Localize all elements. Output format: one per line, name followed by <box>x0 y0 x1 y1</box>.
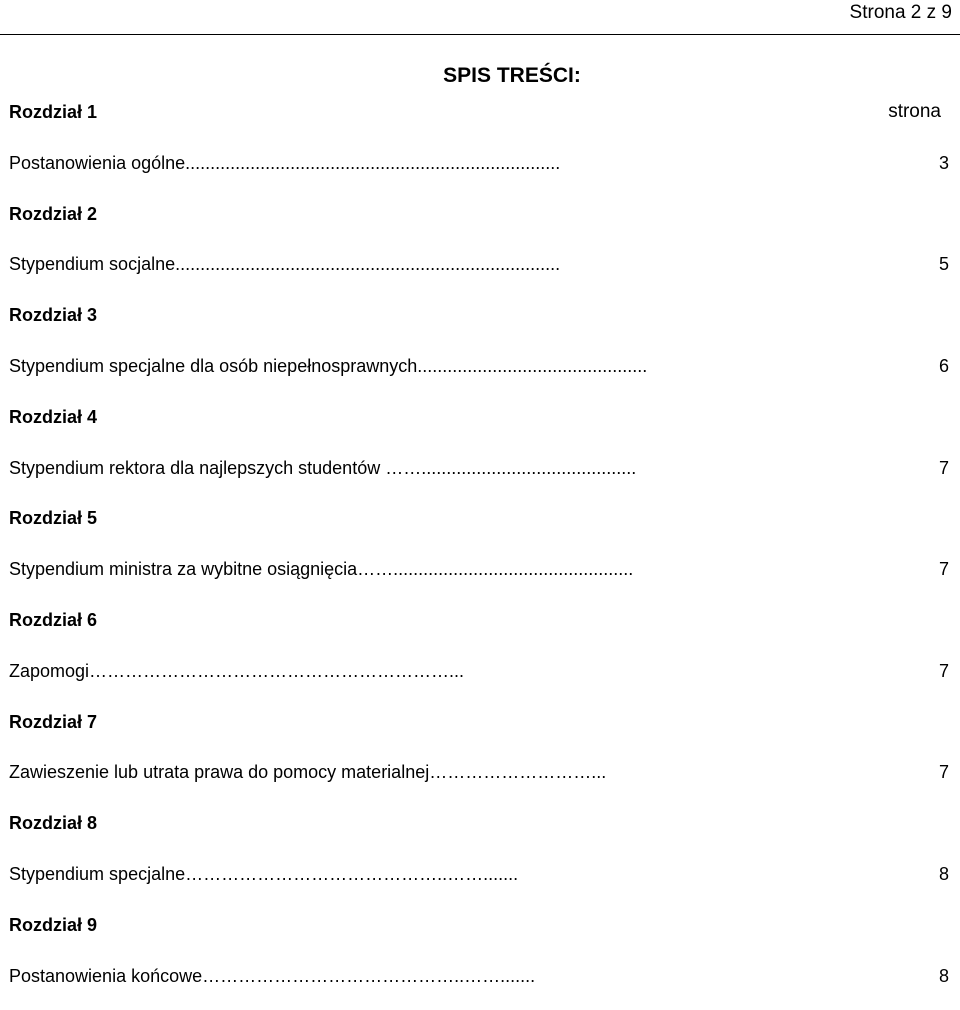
toc-entry-page: 8 <box>938 965 949 986</box>
table-of-contents <box>9 96 951 1010</box>
toc-entry-title: Zawieszenie lub utrata prawa do pomocy materialnej………………………... <box>9 762 607 783</box>
toc-entry-page: 5 <box>938 254 949 275</box>
chapter-heading: Rozdział 5 <box>9 508 98 529</box>
chapter-heading: Rozdział 7 <box>9 711 98 732</box>
page-number: Strona 2 z 9 <box>849 2 952 23</box>
toc-entry-4[interactable] <box>9 452 951 503</box>
chapter-row-4 <box>9 401 951 452</box>
chapter-row-2 <box>9 198 951 249</box>
toc-entry-title: Stypendium specjalne……………………………………..……....... <box>9 863 519 884</box>
toc-entry-page: 3 <box>938 152 949 173</box>
chapter-heading: Rozdział 4 <box>9 406 98 427</box>
toc-entry-title: Stypendium rektora dla najlepszych studentów ……........................................... <box>9 457 637 478</box>
chapter-row-3 <box>9 299 951 350</box>
chapter-row-8 <box>9 807 951 858</box>
toc-entry-page: 7 <box>938 762 949 783</box>
page-column-header: strona <box>888 101 941 122</box>
toc-entry-6[interactable] <box>9 655 951 706</box>
toc-entry-page: 8 <box>938 863 949 884</box>
toc-entry-title: Postanowienia ogólne........................................................................... <box>9 152 561 173</box>
chapter-heading: Rozdział 1 <box>9 102 98 122</box>
toc-entry-2[interactable] <box>9 248 951 299</box>
chapter-heading: Rozdział 6 <box>9 609 98 630</box>
toc-entry-page: 7 <box>938 660 949 681</box>
chapter-row-9 <box>9 909 951 960</box>
chapter-row-5 <box>9 502 951 553</box>
toc-entry-1[interactable] <box>9 147 951 198</box>
toc-entry-5[interactable] <box>9 553 951 604</box>
toc-entry-page: 7 <box>938 559 949 580</box>
chapter-heading: Rozdział 8 <box>9 813 98 834</box>
toc-entry-3[interactable] <box>9 350 951 401</box>
chapter-row-1 <box>9 96 951 147</box>
toc-entry-title: Stypendium specjalne dla osób niepełnosprawnych.............................................. <box>9 355 648 376</box>
chapter-row-6 <box>9 604 951 655</box>
toc-entry-page: 6 <box>938 355 949 376</box>
chapter-row-7 <box>9 706 951 757</box>
chapter-heading: Rozdział 9 <box>9 914 98 935</box>
chapter-heading: Rozdział 2 <box>9 203 98 224</box>
toc-entry-8[interactable] <box>9 858 951 909</box>
toc-title: SPIS TREŚCI: <box>443 64 581 87</box>
toc-entry-7[interactable] <box>9 756 951 807</box>
toc-entry-title: Postanowienia końcowe……………………………………..……....... <box>9 965 536 986</box>
toc-entry-title: Stypendium ministra za wybitne osiągnięcia……................................................ <box>9 559 634 580</box>
toc-entry-9[interactable] <box>9 960 951 1010</box>
page-header <box>0 0 960 35</box>
toc-entry-title: Zapomogi……………………………………………………... <box>9 660 465 681</box>
toc-entry-title: Stypendium socjalne............................................................................. <box>9 254 561 275</box>
chapter-heading: Rozdział 3 <box>9 305 98 326</box>
toc-entry-page: 7 <box>938 457 949 478</box>
